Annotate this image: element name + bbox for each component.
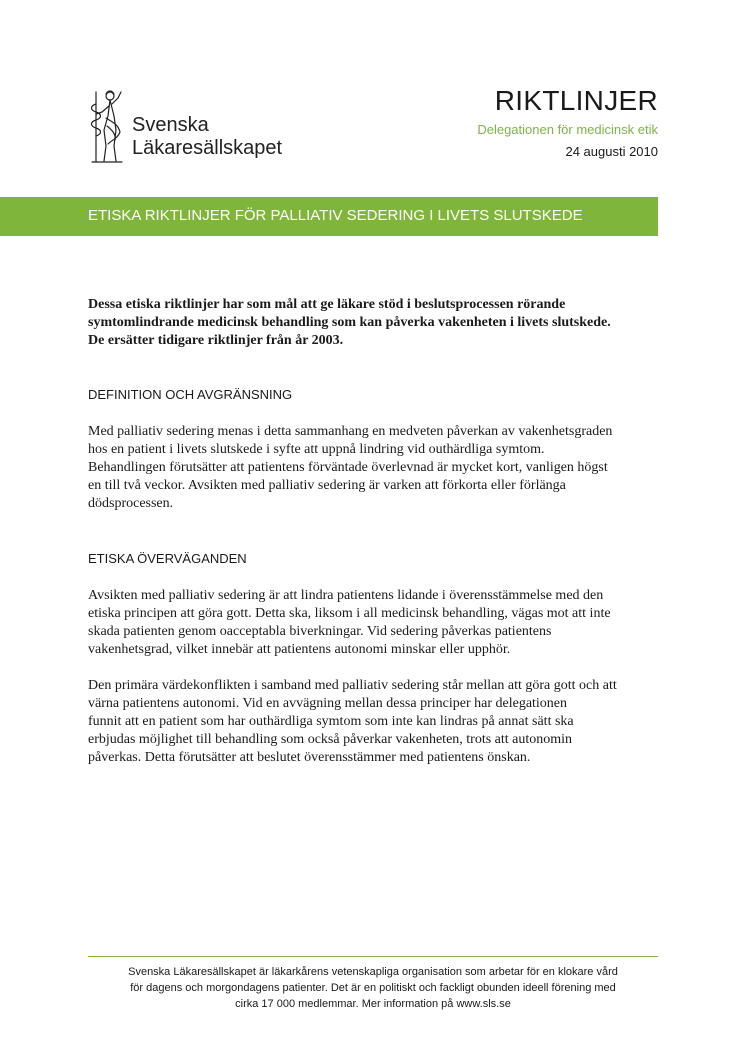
document-title: ETISKA RIKTLINJER FÖR PALLIATIV SEDERING I LIVETS SLUTSKEDE — [88, 207, 583, 224]
definition-paragraph — [88, 423, 658, 513]
intro-line: symtomlindrande medicinsk behandling som kan påverka vakenheten i livets slutskede. — [88, 315, 611, 330]
paragraph-line: värna patientens autonomi. Vid en avvägning mellan dessa principer har delegationen — [88, 696, 568, 711]
ethics-paragraph-2 — [88, 677, 658, 767]
organization-name-line1: Svenska — [132, 114, 209, 136]
organization-name — [132, 114, 282, 160]
footer — [88, 964, 658, 1012]
paragraph-line: funnit att en patient som har outhärdliga symtom som inte kan lindras på annat sätt ska — [88, 714, 574, 729]
footer-line: cirka 17 000 medlemmar. Mer information på www.sls.se — [235, 998, 511, 1010]
paragraph-line: en till två veckor. Avsikten med palliativ sedering är varken att förkorta eller förlänga — [88, 478, 566, 493]
paragraph-line: Behandlingen förutsätter att patientens förväntade överlevnad är mycket kort, vanligen högst — [88, 460, 608, 475]
paragraph-line: erbjudas möjlighet till behandling som också påverkar vakenheten, trots att autonomin — [88, 732, 573, 747]
intro-paragraph — [88, 296, 658, 350]
paragraph-line: etiska principen att göra gott. Detta ska, liksom i all medicinsk behandling, vägas mot att inte — [88, 606, 611, 621]
asclepius-figure-icon — [88, 86, 128, 164]
title-banner — [0, 197, 658, 236]
organization-name-line2: Läkaresällskapet — [132, 137, 283, 159]
paragraph-line: påverkas. Detta förutsätter att beslutet överensstämmer med patientens önskan. — [88, 750, 531, 765]
document-body — [88, 296, 658, 767]
logo — [88, 86, 308, 166]
section-heading: ETISKA ÖVERVÄGANDEN — [88, 551, 247, 566]
document-type-title: RIKTLINJER — [494, 85, 658, 116]
footer-divider — [88, 956, 658, 957]
ethics-paragraph-1 — [88, 587, 658, 659]
footer-line: Svenska Läkaresällskapet är läkarkårens vetenskapliga organisation som arbetar för en klokare vård — [128, 966, 618, 978]
paragraph-line: Den primära värdekonflikten i samband med palliativ sedering står mellan att göra gott och att — [88, 678, 617, 693]
intro-line: Dessa etiska riktlinjer har som mål att ge läkare stöd i beslutsprocessen rörande — [88, 297, 566, 312]
paragraph-line: Avsikten med palliativ sedering är att lindra patientens lidande i överensstämmelse med den — [88, 588, 604, 603]
section-heading: DEFINITION OCH AVGRÄNSNING — [88, 387, 293, 402]
document-header — [477, 84, 658, 162]
intro-line: De ersätter tidigare riktlinjer från år 2003. — [88, 333, 344, 348]
paragraph-line: skada patienten genom oacceptabla biverkningar. Vid sedering påverkas patientens — [88, 624, 552, 639]
footer-line: för dagens och morgondagens patienter. Det är en politiskt och fackligt obunden ideell förening med — [130, 982, 616, 994]
issuing-delegation: Delegationen för medicinsk etik — [477, 122, 658, 137]
document-date: 24 augusti 2010 — [565, 144, 658, 159]
paragraph-line: Med palliativ sedering menas i detta sammanhang en medveten påverkan av vakenhetsgraden — [88, 424, 613, 439]
paragraph-line: hos en patient i livets slutskede i syfte att uppnå lindring vid outhärdliga symtom. — [88, 442, 545, 457]
paragraph-line: dödsprocessen. — [88, 496, 174, 511]
paragraph-line: vakenhetsgrad, vilket innebär att patientens autonomi minskar eller upphör. — [88, 642, 511, 657]
